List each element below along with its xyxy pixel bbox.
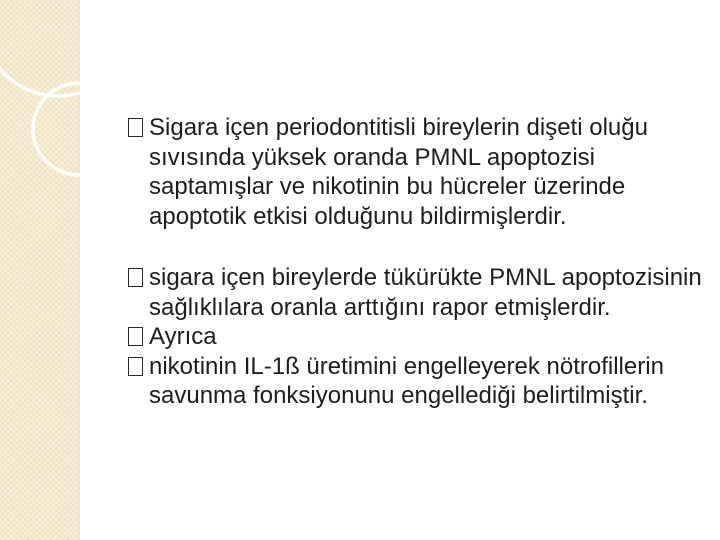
empty-square-icon <box>128 327 143 346</box>
bullet-text: nikotinin IL-1ß üretimini engelleyerek nötrofillerin savunma fonksiyonunu engellediği belirtilmiştir. <box>149 352 664 409</box>
decorative-circle-small <box>33 83 125 175</box>
bullet-item <box>128 113 708 231</box>
bullet-list <box>128 113 708 411</box>
decorative-circle-dot <box>133 74 141 82</box>
bullet-text: sigara içen bireylerde tükürükte PMNL apoptozisinin sağlıklılara oranla arttığını rapor etmişlerdir. <box>149 264 702 321</box>
bullet-spacer <box>128 231 708 263</box>
empty-square-icon <box>128 118 143 137</box>
bullet-item <box>128 263 708 322</box>
bullet-text: Ayrıca <box>149 323 217 350</box>
bullet-item <box>128 322 708 352</box>
decorative-circle-large <box>0 0 134 96</box>
empty-square-icon <box>128 357 143 376</box>
bullet-text: Sigara içen periodontitisli bireylerin dişeti oluğu sıvısında yüksek oranda PMNL apoptozisi saptamışlar ve nikotinin bu hücreler üzerinde apoptotik etkisi olduğunu bildirmişlerdir. <box>149 114 648 230</box>
empty-square-icon <box>128 268 143 287</box>
bullet-item <box>128 352 708 411</box>
